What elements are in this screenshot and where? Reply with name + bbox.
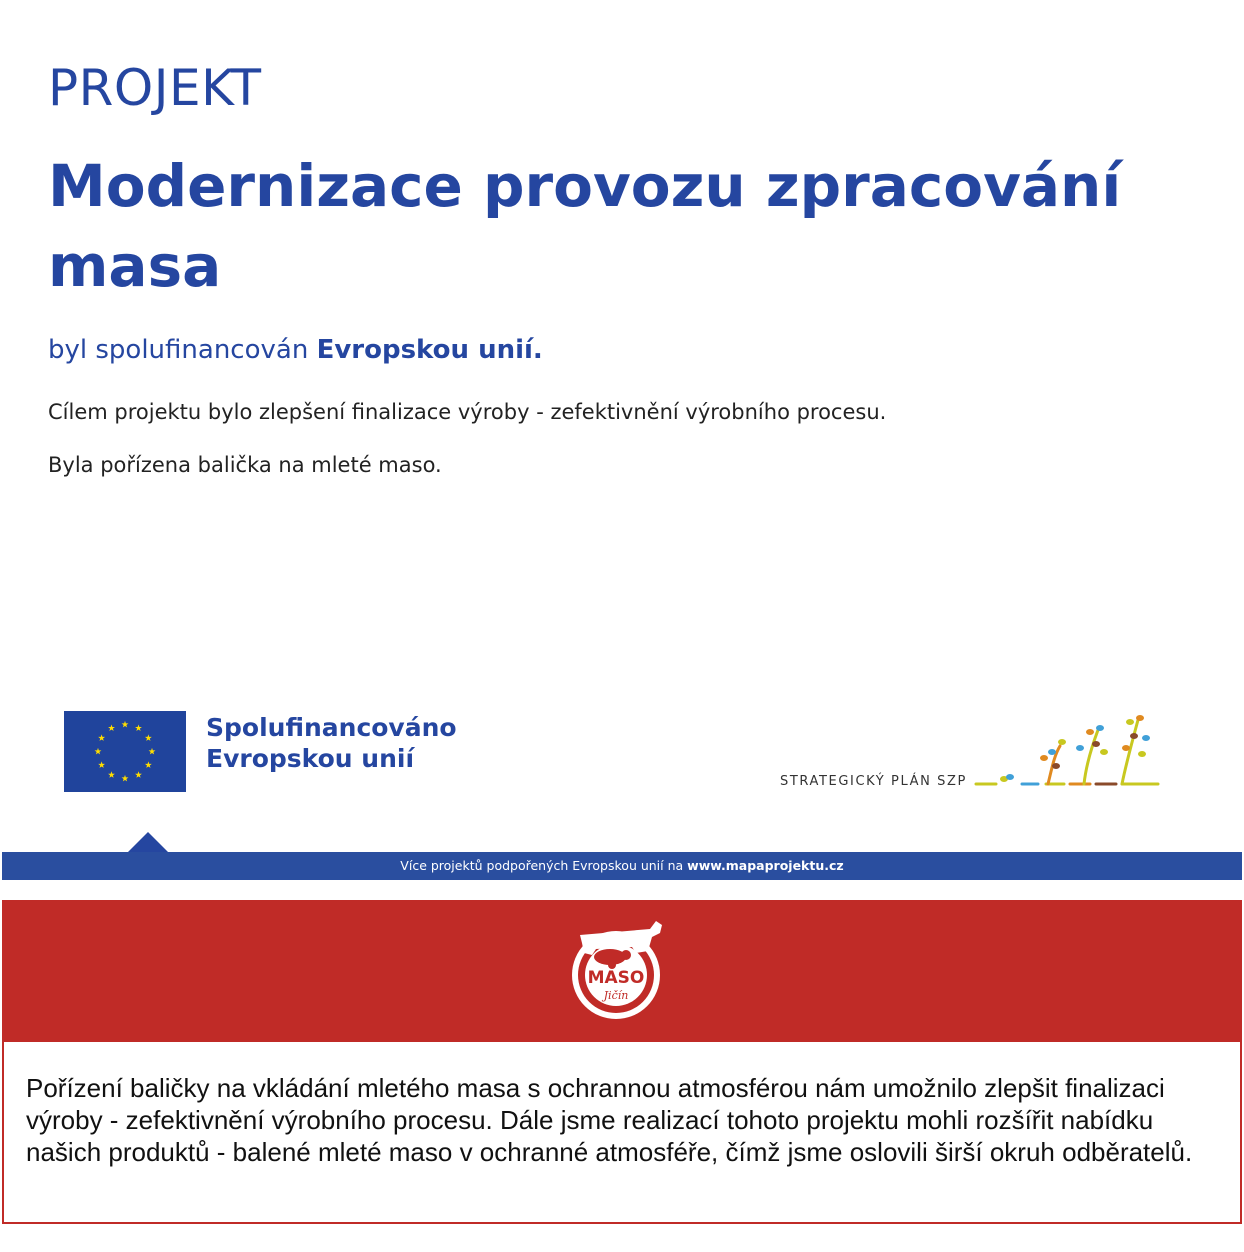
cofinanced-statement [48, 332, 543, 368]
eu-star-icon [149, 748, 156, 755]
description-line-1: Cílem projektu bylo zlepšení finalizace výroby - zefektivnění výrobního procesu. [48, 400, 887, 424]
eu-star-icon [95, 748, 102, 755]
eu-logo-text [206, 712, 457, 774]
eu-star-icon [145, 761, 152, 768]
eu-star-icon [135, 771, 142, 778]
eu-star-icon [108, 771, 115, 778]
eu-star-icon [145, 734, 152, 741]
body-text: Pořízení baličky na vkládání mletého masa s ochrannou atmosférou nám umožnilo zlepšit finalizaci výroby - zefektivnění výrobního procesu. Dále jsme realizací tohoto projektu mohli rozšířit nabídku našich produktů - balené mleté maso v ochranné atmosféře, čímž jsme oslovili širší okruh odběratelů. [26, 1073, 1193, 1167]
eu-star-icon [135, 725, 142, 732]
eu-logo-line-1: Spolufinancováno [206, 713, 457, 742]
project-title: Modernizace provozu zpracování masa [48, 152, 1122, 300]
logo-jicin-text: Jičín [603, 989, 629, 1002]
footer-bar [2, 852, 1242, 880]
eu-star-icon [122, 721, 129, 728]
eu-star-icon [122, 775, 129, 782]
cofinanced-prefix: byl spolufinancován [48, 335, 317, 365]
footer-bar-text: Více projektů podpořených Evropskou unií na [400, 858, 688, 873]
description-line-2: Byla pořízena balička na mleté maso. [48, 453, 442, 477]
eu-star-icon [98, 761, 105, 768]
project-eyebrow: PROJEKT [48, 59, 262, 117]
maso-jicin-logo-icon [566, 917, 670, 1023]
logo-maso-text: MASO [587, 968, 645, 988]
eu-logo-line-2: Evropskou unií [206, 744, 415, 773]
eu-star-icon [98, 734, 105, 741]
footer-bar-link[interactable]: www.mapaprojektu.cz [687, 858, 844, 873]
bar-pointer [128, 832, 168, 852]
eu-flag-icon [64, 711, 186, 792]
eu-star-icon [108, 725, 115, 732]
szp-plants-icon [972, 708, 1164, 792]
szp-label: STRATEGICKÝ PLÁN SZP [780, 774, 967, 789]
cofinanced-eu: Evropskou unií. [316, 335, 543, 365]
